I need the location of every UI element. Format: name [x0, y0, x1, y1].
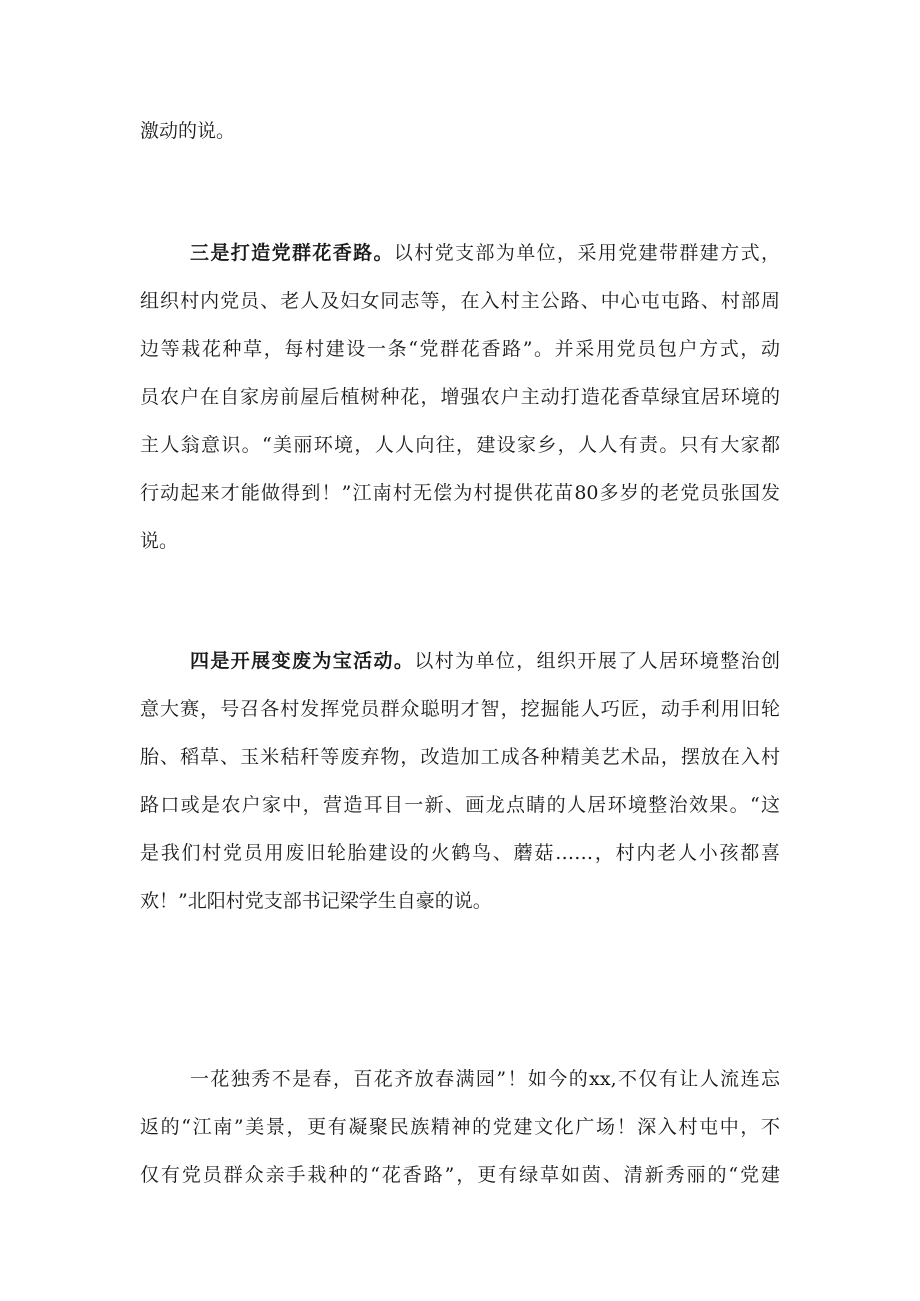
paragraph-4-line-6: 欢！”北阳村党支部书记梁学生自豪的说。 [140, 890, 492, 912]
paragraph-4-line-2: 意大赛，号召各村发挥党员群众聪明才智，挖掘能人巧匠，动手利用旧轮 [140, 698, 780, 720]
paragraph-5-line-2: 返的“江南”美景，更有凝聚民族精神的党建文化广场！深入村屯中，不 [140, 1116, 780, 1138]
paragraph-4-line-5: 是我们村党员用废旧轮胎建设的火鹤鸟、蘑菇……，村内老人小孩都喜 [140, 842, 780, 864]
paragraph-4-line-1-text: 以村为单位，组织开展了人居环境整治创 [414, 650, 780, 672]
paragraph-3-heading: 三是打造党群花香路。 [190, 242, 394, 264]
paragraph-3-line-1-text: 以村党支部为单位，采用党建带群建方式， [393, 242, 780, 264]
paragraph-3-line-7: 说。 [140, 530, 179, 552]
paragraph-3-line-2: 组织村内党员、老人及妇女同志等，在入村主公路、中心屯屯路、村部周 [140, 290, 780, 312]
paragraph-3-line-1 [190, 238, 780, 268]
paragraph-3-line-4: 员农户在自家房前屋后植树种花，增强农户主动打造花香草绿宜居环境的 [140, 386, 780, 408]
paragraph-5-line-3: 仅有党员群众亲手栽种的“花香路”，更有绿草如茵、清新秀丽的“党建 [140, 1164, 780, 1186]
paragraph-3-line-5: 主人翁意识。“美丽环境，人人向往，建设家乡，人人有责。只有大家都 [140, 434, 780, 456]
paragraph-4-heading: 四是开展变废为宝活动。 [190, 650, 415, 672]
paragraph-4-line-4: 路口或是农户家中，营造耳目一新、画龙点睛的人居环境整治效果。“这 [140, 794, 780, 816]
top-fragment-line: 激动的说。 [140, 120, 236, 142]
paragraph-4-line-1 [190, 646, 780, 676]
paragraph-3-line-6: 行动起来才能做得到！”江南村无偿为村提供花苗80多岁的老党员张国发 [140, 482, 780, 504]
paragraph-3-line-3: 边等栽花种草，每村建设一条“党群花香路”。并采用党员包户方式，动 [140, 338, 780, 360]
paragraph-4-line-3: 胎、稻草、玉米秸秆等废弃物，改造加工成各种精美艺术品，摆放在入村 [140, 746, 780, 768]
paragraph-5-line-1: 一花独秀不是春，百花齐放春满园”！如今的xx,不仅有让人流连忘 [190, 1068, 780, 1090]
